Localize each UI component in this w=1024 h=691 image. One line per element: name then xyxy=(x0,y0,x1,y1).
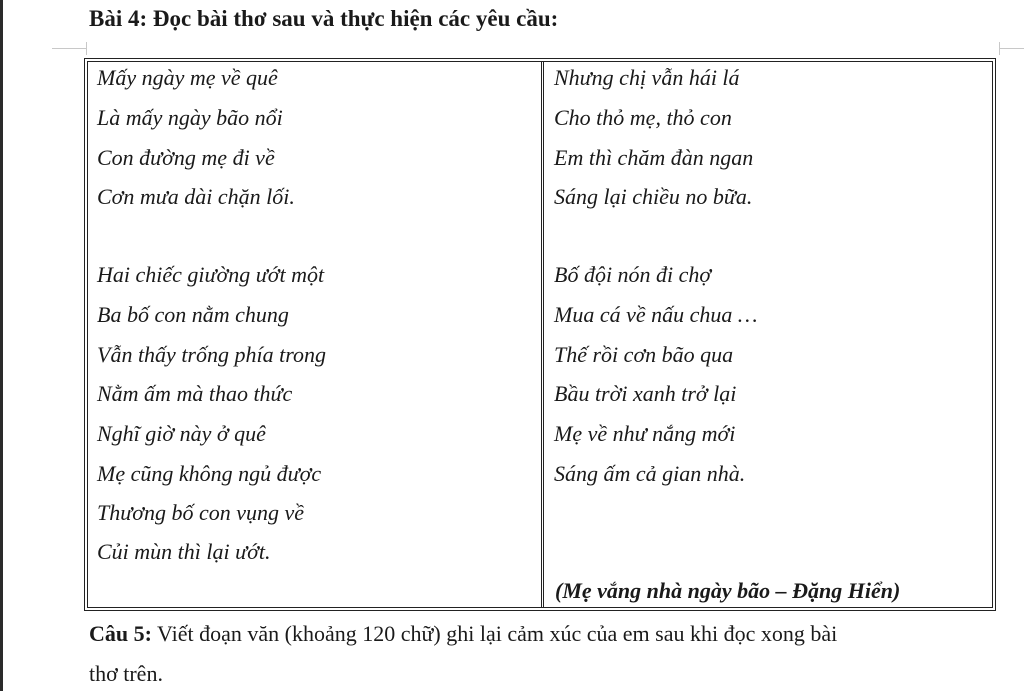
poem-line: Mấy ngày mẹ về quê xyxy=(97,65,278,90)
poem-line: Vẫn thấy trống phía trong xyxy=(97,342,326,367)
poem-line: Hai chiếc giường ướt một xyxy=(97,262,325,287)
question-text: Viết đoạn văn (khoảng 120 chữ) ghi lại cảm xúc của em sau khi đọc xong bài xyxy=(151,621,838,646)
question-label: Câu 5: xyxy=(89,621,152,646)
poem-line: Nghĩ giờ này ở quê xyxy=(97,421,266,446)
poem-line: Em thì chăm đàn ngan xyxy=(554,145,754,170)
poem-line: Cơn mưa dài chặn lối. xyxy=(97,184,295,209)
poem-line: Bố đội nón đi chợ xyxy=(554,262,712,287)
margin-marker-right-bottom xyxy=(999,48,1024,55)
column-divider xyxy=(541,61,544,608)
poem-line: Ba bố con nằm chung xyxy=(97,302,289,327)
poem-line: Mẹ cũng không ngủ được xyxy=(97,461,322,486)
poem-line: Củi mùn thì lại ướt. xyxy=(97,539,271,564)
poem-line: Cho thỏ mẹ, thỏ con xyxy=(554,105,732,130)
poem-line: Mẹ về như nắng mới xyxy=(554,421,736,446)
poem-line: Là mấy ngày bão nổi xyxy=(97,105,283,130)
poem-line: Thương bố con vụng về xyxy=(97,500,305,525)
question-5 xyxy=(89,621,837,647)
poem-line: Thế rồi cơn bão qua xyxy=(554,342,734,367)
exercise-heading xyxy=(89,6,558,32)
poem-line: Sáng ấm cả gian nhà. xyxy=(554,461,746,486)
poem-line: Nhưng chị vẫn hái lá xyxy=(554,65,740,90)
exercise-instruction: Đọc bài thơ sau và thực hiện các yêu cầu: xyxy=(147,6,559,31)
poem-line: Con đường mẹ đi về xyxy=(97,145,275,170)
exercise-label: Bài 4: xyxy=(89,6,148,31)
margin-marker-left-bottom xyxy=(52,48,87,55)
poem-line: Bầu trời xanh trở lại xyxy=(554,381,737,406)
page-left-edge xyxy=(0,0,3,691)
question-5-continuation: thơ trên. xyxy=(89,661,163,686)
poem-line: Mua cá về nấu chua … xyxy=(554,302,758,327)
poem-table xyxy=(84,58,996,611)
poem-line: Sáng lại chiều no bữa. xyxy=(554,184,753,209)
poem-citation: (Mẹ vắng nhà ngày bão – Đặng Hiển) xyxy=(555,578,901,603)
poem-line: Nằm ấm mà thao thức xyxy=(97,381,293,406)
